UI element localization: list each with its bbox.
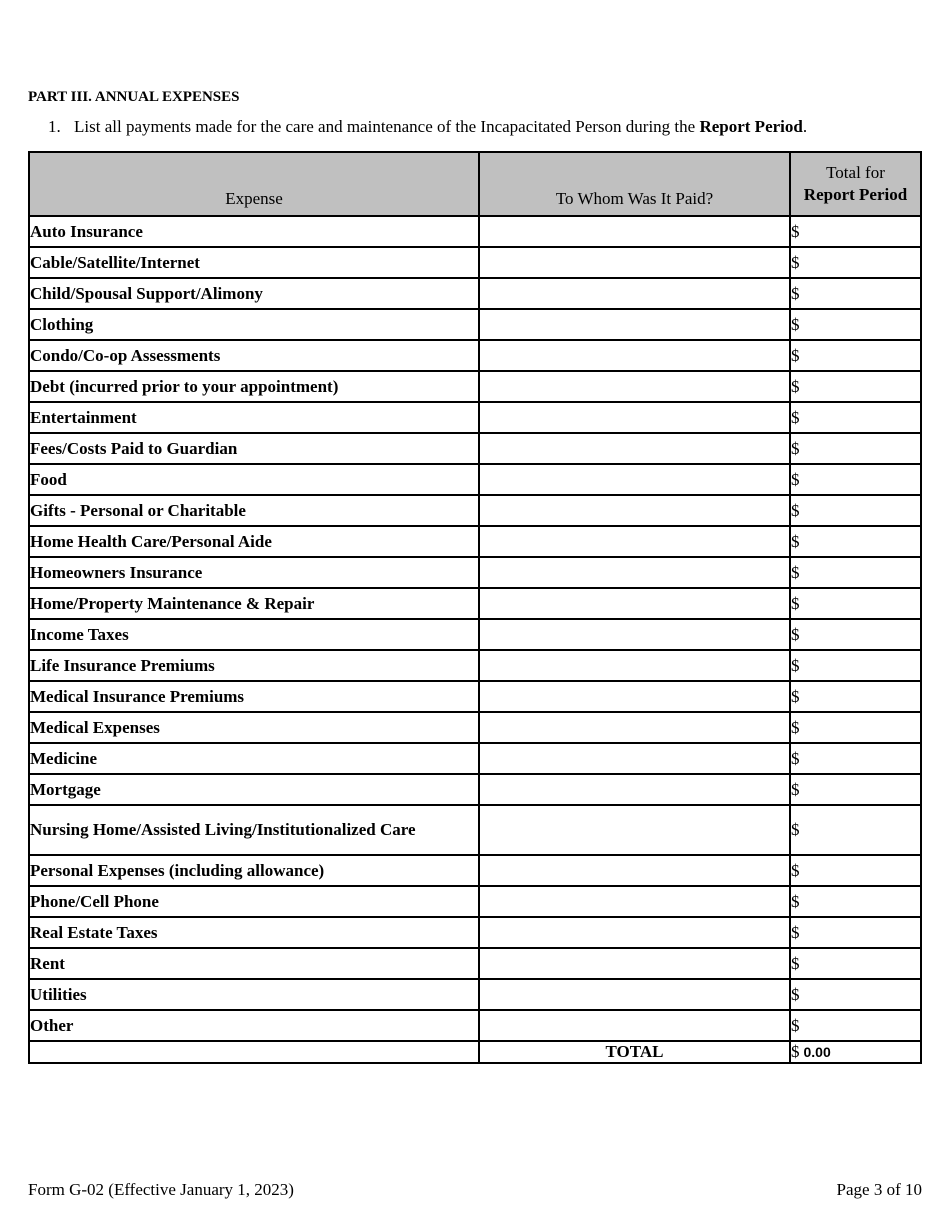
table-row: [29, 526, 921, 557]
table-row: [29, 340, 921, 371]
amount-field[interactable]: [790, 886, 921, 917]
amount-field[interactable]: [790, 464, 921, 495]
table-row: [29, 216, 921, 247]
currency-symbol: $: [791, 624, 800, 644]
instruction-end: .: [802, 117, 808, 136]
paid-to-field[interactable]: [479, 855, 790, 886]
paid-to-field[interactable]: [479, 495, 790, 526]
currency-symbol: $: [791, 500, 800, 520]
header-paid-to: To Whom Was It Paid?: [479, 152, 790, 216]
table-row: [29, 886, 921, 917]
amount-field[interactable]: [790, 774, 921, 805]
total-currency: $: [791, 1042, 800, 1061]
header-expense: Expense: [29, 152, 479, 216]
expense-name: Cable/Satellite/Internet: [29, 247, 479, 278]
amount-field[interactable]: [790, 371, 921, 402]
amount-field[interactable]: [790, 495, 921, 526]
amount-field[interactable]: [790, 805, 921, 855]
expense-name: Condo/Co-op Assessments: [29, 340, 479, 371]
paid-to-field[interactable]: [479, 526, 790, 557]
currency-symbol: $: [791, 469, 800, 489]
paid-to-field[interactable]: [479, 588, 790, 619]
table-row: [29, 557, 921, 588]
currency-symbol: $: [791, 953, 800, 973]
paid-to-field[interactable]: [479, 948, 790, 979]
amount-field[interactable]: [790, 402, 921, 433]
expense-name: Other: [29, 1010, 479, 1041]
instruction-bold-term: Report Period: [699, 117, 803, 136]
page-number: Page 3 of 10: [836, 1180, 922, 1199]
expense-name: Debt (incurred prior to your appointment): [29, 371, 479, 402]
amount-field[interactable]: [790, 743, 921, 774]
expense-name: Income Taxes: [29, 619, 479, 650]
currency-symbol: $: [791, 860, 800, 880]
table-row: [29, 805, 921, 855]
currency-symbol: $: [791, 748, 800, 768]
expense-name: Life Insurance Premiums: [29, 650, 479, 681]
currency-symbol: $: [791, 593, 800, 613]
expenses-table: [28, 151, 922, 1064]
expense-name: Home Health Care/Personal Aide: [29, 526, 479, 557]
paid-to-field[interactable]: [479, 805, 790, 855]
currency-symbol: $: [791, 562, 800, 582]
table-row: [29, 278, 921, 309]
instruction: [48, 117, 807, 137]
currency-symbol: $: [791, 820, 800, 839]
currency-symbol: $: [791, 891, 800, 911]
instruction-text: List all payments made for the care and maintenance of the Incapacitated Person during the: [74, 117, 700, 136]
table-row: [29, 464, 921, 495]
amount-field[interactable]: [790, 309, 921, 340]
amount-field[interactable]: [790, 433, 921, 464]
table-row: [29, 743, 921, 774]
form-id: Form G-02 (Effective January 1, 2023): [28, 1180, 294, 1199]
amount-field[interactable]: [790, 557, 921, 588]
currency-symbol: $: [791, 221, 800, 241]
total-value-cell: [790, 1041, 921, 1063]
currency-symbol: $: [791, 717, 800, 737]
expense-name: Nursing Home/Assisted Living/Institutionalized Care: [29, 805, 479, 855]
total-value: 0.00: [803, 1044, 831, 1060]
amount-field[interactable]: [790, 948, 921, 979]
paid-to-field[interactable]: [479, 681, 790, 712]
header-row: [29, 152, 921, 216]
amount-field[interactable]: [790, 278, 921, 309]
paid-to-field[interactable]: [479, 433, 790, 464]
expense-name: Medical Insurance Premiums: [29, 681, 479, 712]
expense-name: Food: [29, 464, 479, 495]
table-row: [29, 979, 921, 1010]
amount-field[interactable]: [790, 917, 921, 948]
amount-field[interactable]: [790, 247, 921, 278]
table-row: [29, 681, 921, 712]
table-row: [29, 588, 921, 619]
expense-name: Real Estate Taxes: [29, 917, 479, 948]
amount-field[interactable]: [790, 681, 921, 712]
table-row: [29, 650, 921, 681]
amount-field[interactable]: [790, 526, 921, 557]
amount-field[interactable]: [790, 216, 921, 247]
paid-to-field[interactable]: [479, 340, 790, 371]
currency-symbol: $: [791, 1015, 800, 1035]
currency-symbol: $: [791, 922, 800, 942]
table-row: [29, 1010, 921, 1041]
currency-symbol: $: [791, 345, 800, 365]
table-row: [29, 948, 921, 979]
expense-name: Home/Property Maintenance & Repair: [29, 588, 479, 619]
amount-field[interactable]: [790, 855, 921, 886]
instruction-number: 1.: [48, 117, 61, 136]
amount-field[interactable]: [790, 340, 921, 371]
table-row: [29, 712, 921, 743]
expense-name: Homeowners Insurance: [29, 557, 479, 588]
paid-to-field[interactable]: [479, 371, 790, 402]
amount-field[interactable]: [790, 1010, 921, 1041]
part-title: PART III. ANNUAL EXPENSES: [28, 89, 240, 105]
total-row: [29, 1041, 921, 1063]
expense-name: Gifts - Personal or Charitable: [29, 495, 479, 526]
paid-to-field[interactable]: [479, 464, 790, 495]
table-row: [29, 247, 921, 278]
expense-name: Entertainment: [29, 402, 479, 433]
expense-name: Auto Insurance: [29, 216, 479, 247]
paid-to-field[interactable]: [479, 886, 790, 917]
currency-symbol: $: [791, 531, 800, 551]
amount-field[interactable]: [790, 979, 921, 1010]
paid-to-field[interactable]: [479, 557, 790, 588]
expense-name: Medical Expenses: [29, 712, 479, 743]
paid-to-field[interactable]: [479, 774, 790, 805]
currency-symbol: $: [791, 407, 800, 427]
paid-to-field[interactable]: [479, 650, 790, 681]
expense-name: Rent: [29, 948, 479, 979]
currency-symbol: $: [791, 252, 800, 272]
paid-to-field[interactable]: [479, 1010, 790, 1041]
currency-symbol: $: [791, 314, 800, 334]
currency-symbol: $: [791, 655, 800, 675]
currency-symbol: $: [791, 438, 800, 458]
paid-to-field[interactable]: [479, 712, 790, 743]
expense-name: Child/Spousal Support/Alimony: [29, 278, 479, 309]
table-row: [29, 495, 921, 526]
currency-symbol: $: [791, 283, 800, 303]
expense-name: Medicine: [29, 743, 479, 774]
paid-to-field[interactable]: [479, 917, 790, 948]
paid-to-field[interactable]: [479, 979, 790, 1010]
expense-name: Personal Expenses (including allowance): [29, 855, 479, 886]
expense-name: Utilities: [29, 979, 479, 1010]
amount-field[interactable]: [790, 588, 921, 619]
paid-to-field[interactable]: [479, 216, 790, 247]
expense-name: Phone/Cell Phone: [29, 886, 479, 917]
expense-name: Mortgage: [29, 774, 479, 805]
header-total-line2: Report Period: [803, 185, 908, 204]
expense-name: Clothing: [29, 309, 479, 340]
amount-field[interactable]: [790, 712, 921, 743]
paid-to-field[interactable]: [479, 309, 790, 340]
total-label: TOTAL: [479, 1041, 790, 1063]
paid-to-field[interactable]: [479, 619, 790, 650]
header-total: [790, 152, 921, 216]
amount-field[interactable]: [790, 650, 921, 681]
table-row: [29, 619, 921, 650]
total-blank-cell: [29, 1041, 479, 1063]
paid-to-field[interactable]: [479, 278, 790, 309]
table-row: [29, 917, 921, 948]
header-total-line1: Total for: [826, 163, 885, 182]
paid-to-field[interactable]: [479, 402, 790, 433]
currency-symbol: $: [791, 686, 800, 706]
table-row: [29, 433, 921, 464]
table-row: [29, 402, 921, 433]
table-row: [29, 309, 921, 340]
currency-symbol: $: [791, 376, 800, 396]
paid-to-field[interactable]: [479, 743, 790, 774]
table-row: [29, 855, 921, 886]
table-row: [29, 774, 921, 805]
table-row: [29, 371, 921, 402]
amount-field[interactable]: [790, 619, 921, 650]
paid-to-field[interactable]: [479, 247, 790, 278]
currency-symbol: $: [791, 779, 800, 799]
expense-name: Fees/Costs Paid to Guardian: [29, 433, 479, 464]
currency-symbol: $: [791, 984, 800, 1004]
